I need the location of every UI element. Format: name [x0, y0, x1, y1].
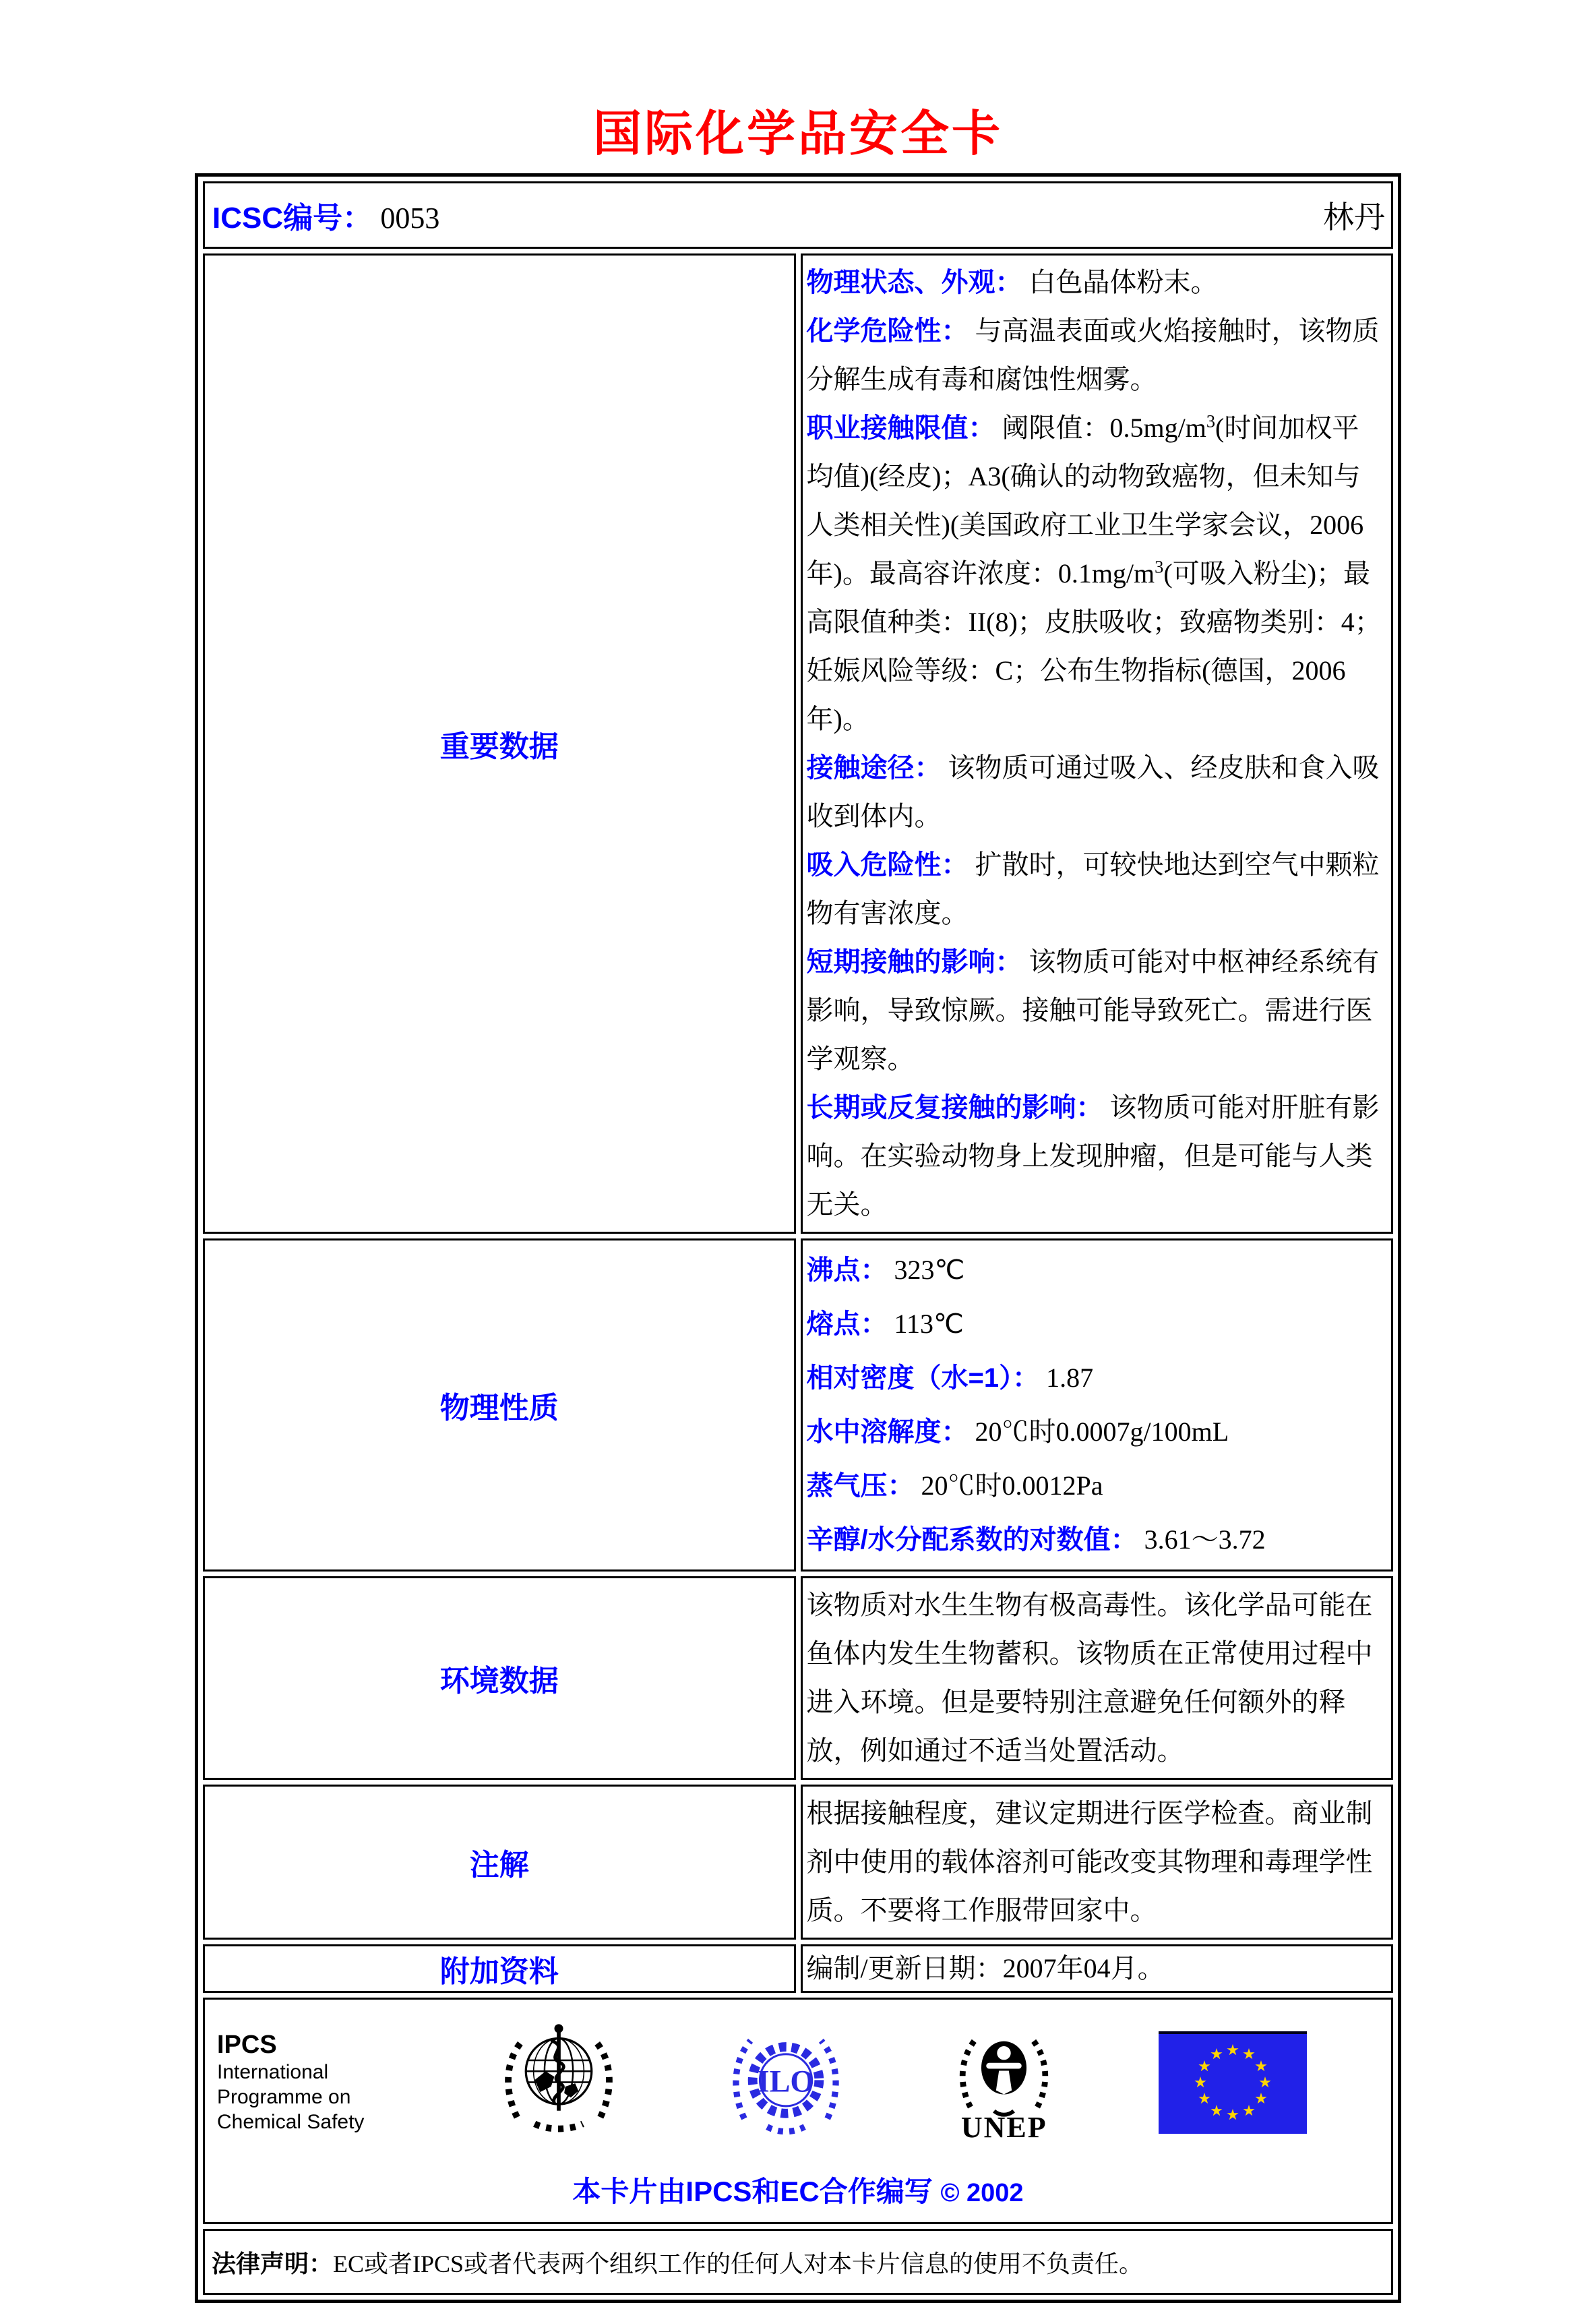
svg-text:ILO: ILO [757, 2064, 814, 2099]
unep-label: UNEP [960, 2110, 1047, 2144]
notes-row [203, 1785, 1393, 1940]
ipcs-text-block [217, 2030, 396, 2134]
item-chemical-danger: 化学危险性： 与高温表面或火焰接触时，该物质分解生成有毒和腐蚀性烟雾。 [806, 316, 1380, 395]
ipcs-title: IPCS [217, 2031, 277, 2060]
item-inhalation-risk: 吸入危险性： 扩散时，可较快地达到空气中颗粒物有害浓度。 [806, 849, 1380, 929]
credit-text: 本卡片由IPCS和EC合作编写 [572, 2176, 933, 2208]
item-relative-density: 相对密度（水=1）： 1.87 [806, 1363, 1094, 1394]
unep-logo-icon [945, 2023, 1063, 2117]
ipcs-line-2: Programme on [217, 2086, 351, 2109]
environment-text: 该物质对水生生物有极高毒性。该化学品可能在鱼体内发生生物蓄积。该物质在正常使用过程中进入环境。但是要特别注意避免任何额外的释放，例如通过不适当处置活动。 [806, 1590, 1373, 1766]
item-partition-coefficient: 辛醇/水分配系数的对数值： 3.61～3.72 [806, 1524, 1266, 1555]
physical-properties-row [203, 1238, 1393, 1572]
item-boiling-point: 沸点： 323℃ [806, 1255, 965, 1286]
item-exposure-routes: 接触途径： 该物质可通过吸入、经皮肤和食入吸收到体内。 [806, 752, 1380, 832]
superscript: 3 [1155, 556, 1164, 577]
item-occupational-limits: 职业接触限值： 阈限值：$0.5mg/m^3$(时间加权平均值)(经皮)；A3(确认的动物致癌物，但未知与人类相关性)(美国政府工业卫生学家会议，2006年)。最高容许浓度：$0.1mg/m^3$(可吸入粉尘)；最高限值种类：II(8)；皮肤吸收；致癌物类别：4；妊娠风险等级：C；公布生物指标(德国，2006年)。 [806, 411, 1382, 735]
section-content-environment [801, 1576, 1394, 1780]
section-label-notes: 注解 [203, 1785, 796, 1940]
section-label-environment: 环境数据 [203, 1576, 796, 1780]
unep-logo-block [945, 2023, 1063, 2143]
header-row [203, 181, 1393, 249]
item-physical-state: 物理状态、外观： 白色晶体粉末。 [806, 267, 1218, 298]
logos-row [205, 2016, 1391, 2148]
header-cell [203, 181, 1393, 249]
copyright-text: © 2002 [940, 2179, 1024, 2208]
item-water-solubility: 水中溶解度： 20℃时0.0007g/100mL [806, 1416, 1229, 1447]
legal-label: 法律声明： [212, 2249, 334, 2277]
section-label-important: 重要数据 [203, 253, 796, 1234]
section-content-physical [801, 1238, 1394, 1572]
page-title: 国际化学品安全卡 [592, 107, 1003, 161]
header-flex [206, 184, 1390, 246]
item-vapor-pressure: 蒸气压： 20℃时0.0012Pa [806, 1470, 1103, 1501]
legal-text: EC或者IPCS或者代表两个组织工作的任何人对本卡片信息的使用不负责任。 [333, 2250, 1144, 2277]
icsc-number-value: 0053 [380, 202, 440, 235]
section-content-additional [801, 1944, 1394, 1993]
logos-cell [203, 1998, 1393, 2224]
ipcs-line-3: Chemical Safety [217, 2111, 365, 2134]
section-content-important [801, 253, 1394, 1234]
item-melting-point: 熔点： 113℃ [806, 1309, 964, 1340]
who-logo-icon [491, 2016, 626, 2148]
section-label-additional: 附加资料 [203, 1944, 796, 1993]
logos-row-tr [203, 1998, 1393, 2224]
eu-flag-icon [1159, 2031, 1307, 2134]
legal-cell [203, 2229, 1393, 2295]
legal-row [203, 2229, 1393, 2295]
icsc-card-table [195, 173, 1401, 2303]
ipcs-line-1: International [217, 2061, 329, 2084]
superscript: 3 [1206, 411, 1216, 431]
icsc-number [212, 193, 439, 237]
ilo-logo-icon [722, 2020, 850, 2145]
substance-name: 林丹 [1323, 200, 1385, 235]
item-long-term-effects: 长期或反复接触的影响： 该物质可能对肝脏有影响。在实验动物身上发现肿瘤，但是可能与人类无关。 [806, 1092, 1380, 1220]
section-content-notes [801, 1785, 1394, 1940]
icsc-number-label: ICSC编号： [212, 202, 373, 235]
important-data-row [203, 253, 1393, 1234]
item-short-term-effects: 短期接触的影响： 该物质可能对中枢神经系统有影响，导致惊厥。接触可能导致死亡。需进行医学观察。 [806, 947, 1380, 1075]
environment-row [203, 1576, 1393, 1780]
notes-text: 根据接触程度，建议定期进行医学检查。商业制剂中使用的载体溶剂可能改变其物理和毒理学性质。不要将工作服带回家中。 [806, 1798, 1373, 1926]
additional-info-row [203, 1944, 1393, 1993]
additional-text: 编制/更新日期：2007年04月。 [806, 1953, 1165, 1984]
credit-line [205, 2170, 1391, 2210]
section-label-physical: 物理性质 [203, 1238, 796, 1572]
